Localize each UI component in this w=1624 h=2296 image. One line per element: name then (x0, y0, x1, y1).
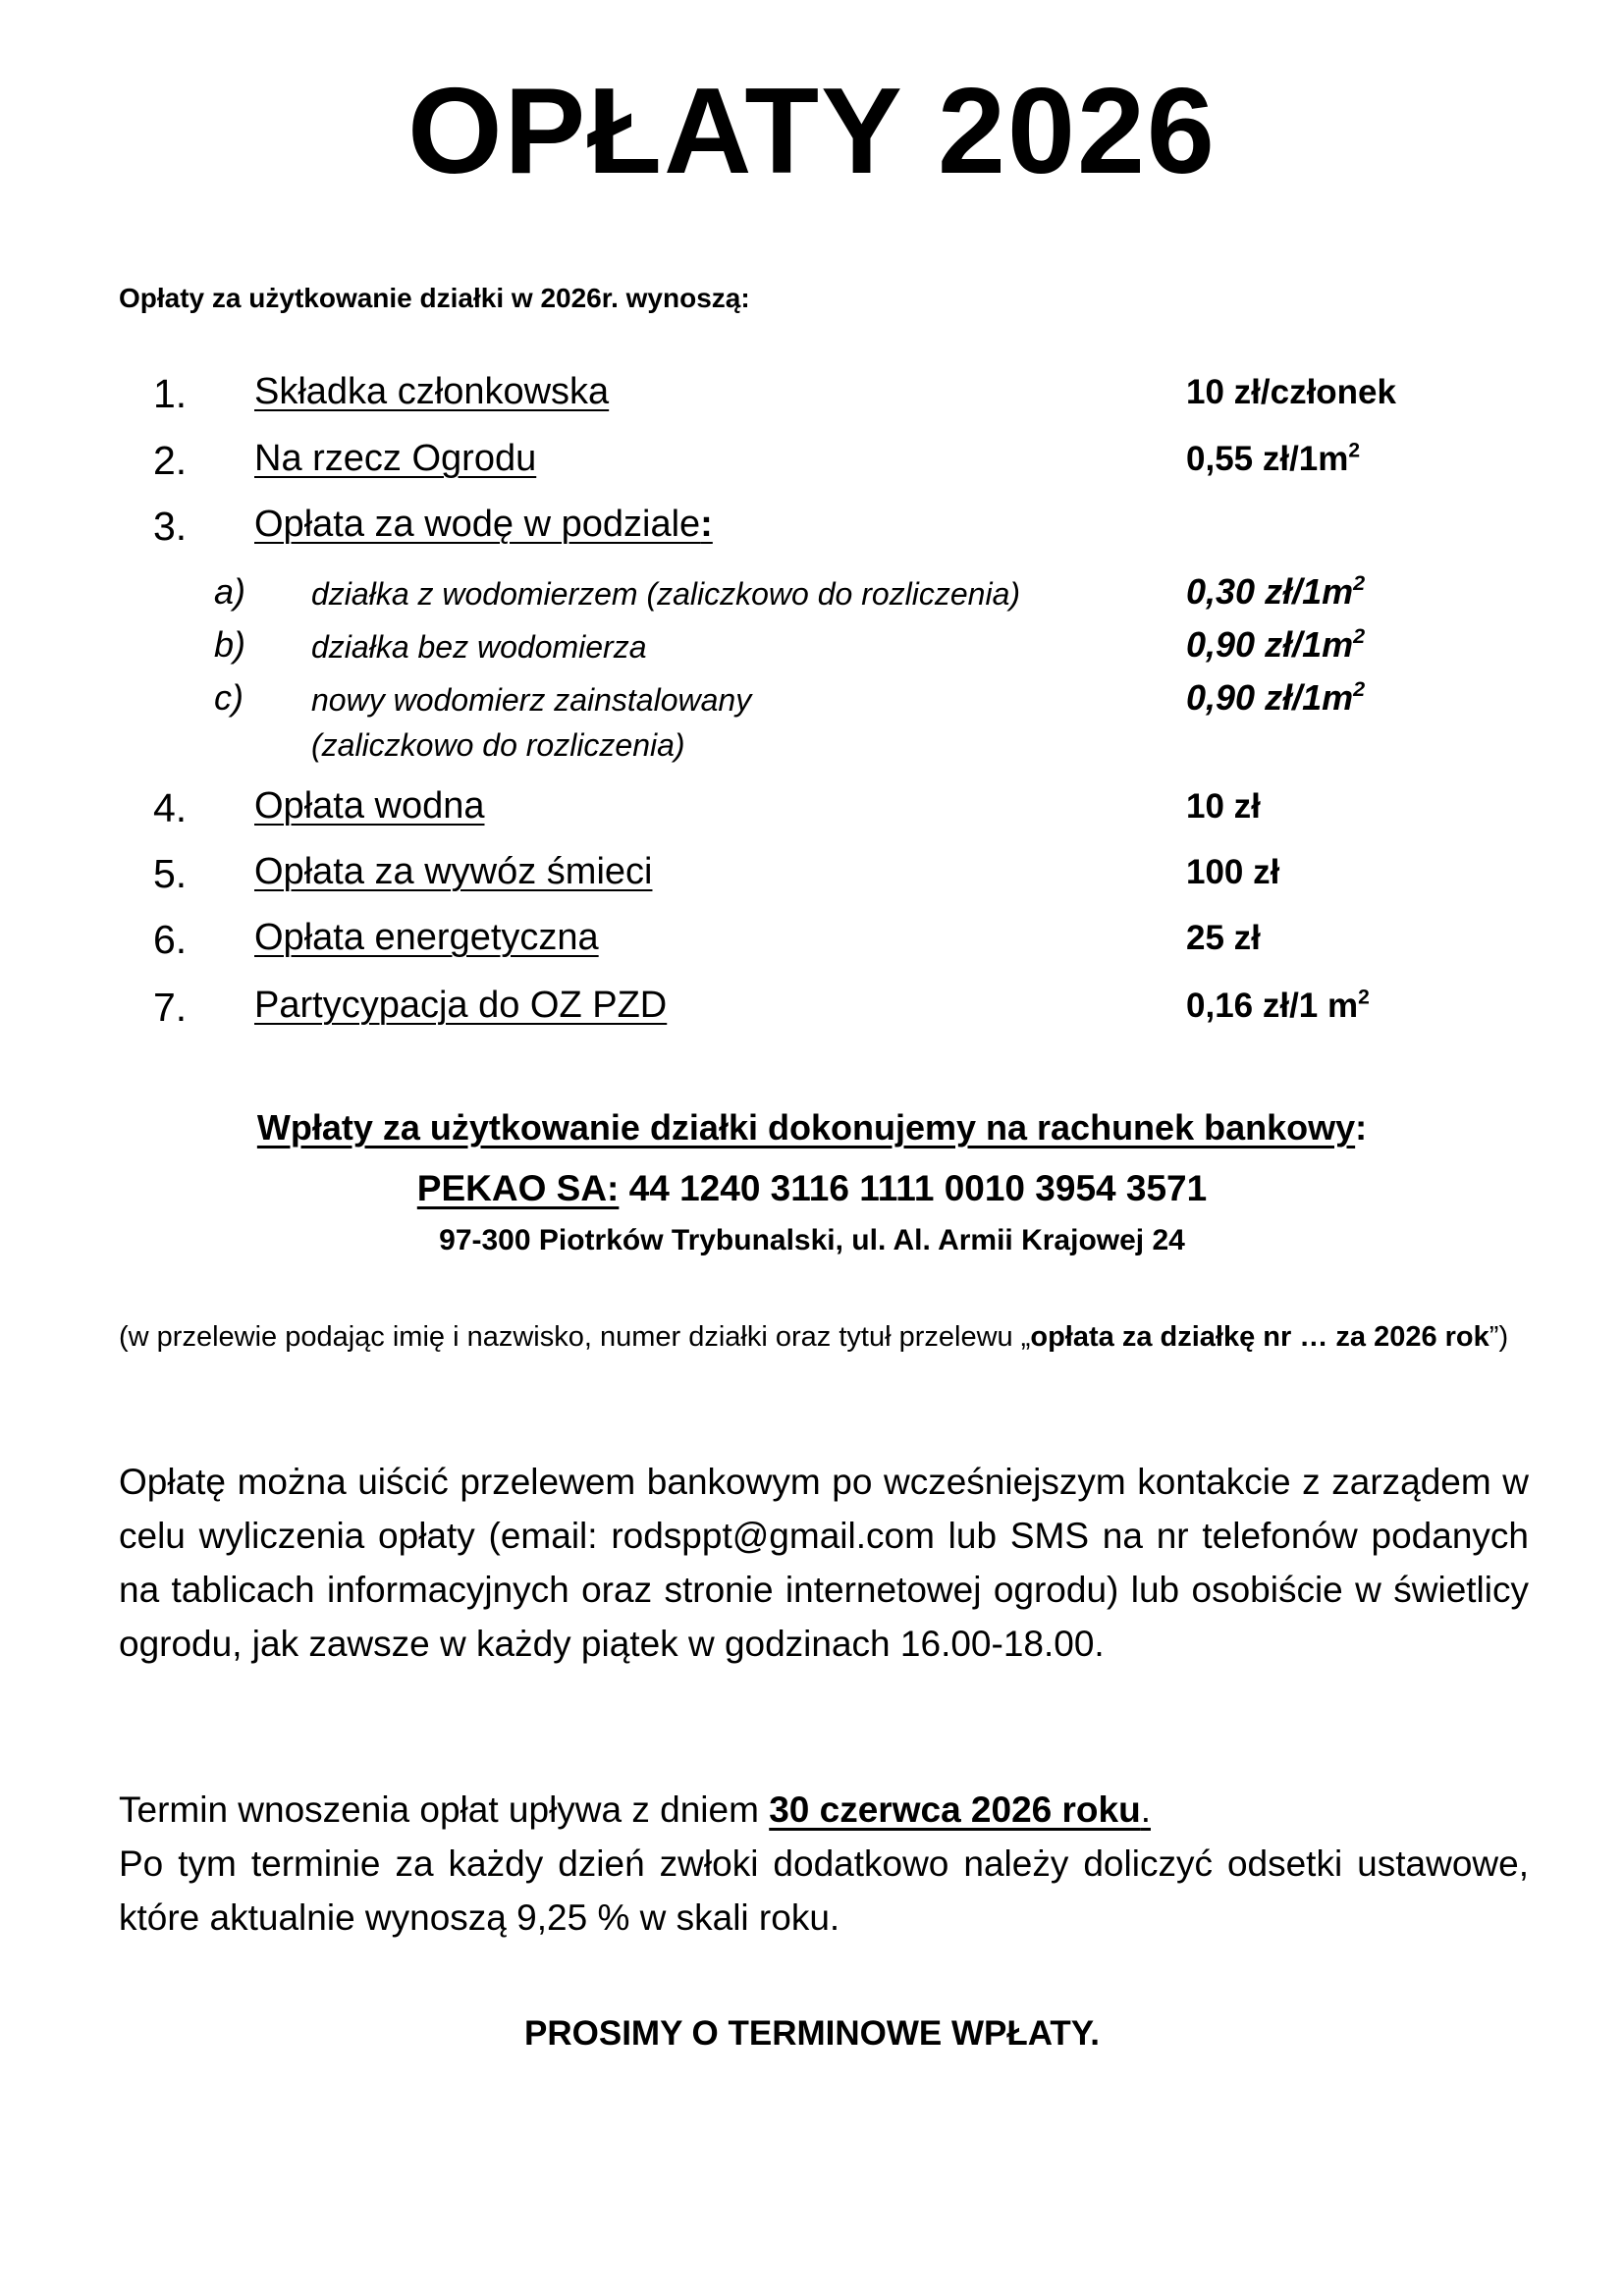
fee-value: 10 zł/członek (1186, 373, 1396, 411)
sub-value: 0,90 $zł/1m^2$ (1186, 675, 1366, 718)
sub-value: 0,30 $zł/1m^2$ (1186, 569, 1366, 612)
fee-label: Na rzecz Ogrodu (254, 438, 537, 479)
fee-label: Opłata za wywóz śmieci (254, 851, 653, 892)
intro-text: Opłaty za użytkowanie działki w 2026r. wynoszą: (119, 283, 750, 313)
fee-value: 10 zł (1186, 787, 1261, 826)
fee-label: Opłata energetyczna (254, 917, 599, 958)
deadline-date: 30 czerwca 2026 roku (769, 1789, 1141, 1830)
sub-letter: b) (214, 624, 246, 665)
deadline-paragraph: Termin wnoszenia opłat upływa z dniem 30 czerwca 2026 roku. Po tym terminie za każdy dzień zwłoki dodatkowo należy doliczyć odsetki ustawowe, które aktualnie wynoszą 9,25 % w skali roku. (119, 1789, 1529, 1938)
fee-number: 4. (153, 785, 188, 830)
fee-number: 6. (153, 917, 188, 962)
fee-number: 1. (153, 371, 188, 416)
fee-label: Partycypacja do OZ PZD (254, 985, 668, 1026)
sub-letter: c) (214, 677, 244, 718)
bank-address: 97-300 Piotrków Trybunalski, ul. Al. Armii Krajowej 24 (439, 1224, 1185, 1256)
sub-label: nowy wodomierz zainstalowany (311, 682, 752, 718)
fee-number: 5. (153, 851, 188, 896)
fee-value: 0,55 $zł/1m^2$ (1186, 439, 1361, 478)
transfer-note: (w przelewie podając imię i nazwisko, numer działki oraz tytuł przelewu „opłata za działkę nr … za 2026 rok”) (119, 1321, 1509, 1353)
final-notice: PROSIMY O TERMINOWE WPŁATY. (524, 2014, 1100, 2053)
sub-value: 0,90 $zł/1m^2$ (1186, 622, 1366, 665)
payment-paragraph: Opłatę można uiścić przelewem bankowym po wcześniejszym kontakcie z zarządem w celu wyliczenia opłaty (email: rodsppt@gmail.com lub SMS na nr telefonów podanych na tablicach informacyjnych oraz stronie internetowej ogrodu) lub osobiście w świetlicy ogrodu, jak zawsze w każdy piątek w godzinach 16.00-18.00. (119, 1462, 1529, 1664)
sub-label: działka z wodomierzem (zaliczkowo do rozliczenia) (311, 576, 1021, 612)
bank-account (0, 1168, 1624, 1209)
fee-number: 7. (153, 985, 188, 1030)
sub-label-line2: (zaliczkowo do rozliczenia) (311, 727, 685, 763)
fee-number: 2. (153, 438, 188, 483)
sub-letter: a) (214, 571, 246, 612)
sub-label: działka bez wodomierza (311, 629, 647, 665)
fee-label: Opłata wodna (254, 785, 485, 827)
fee-value: 100 zł (1186, 853, 1280, 891)
fee-value: 0,16 zł/1 $m^2$ (1186, 986, 1370, 1025)
bank-heading: Wpłaty za użytkowanie działki dokonujemy na rachunek bankowy: (256, 1107, 1368, 1148)
fee-number: 3. (153, 504, 188, 549)
bank-name: PEKAO SA: (416, 1168, 620, 1208)
fee-label: Opłata za wodę w podziale: (254, 504, 713, 545)
account-number: 44 1240 3116 1111 0010 3954 3571 (619, 1168, 1208, 1208)
page-title: OPŁATY 2026 (407, 64, 1217, 199)
fee-label: Składka członkowska (254, 371, 610, 412)
fee-value: 25 zł (1186, 919, 1261, 957)
